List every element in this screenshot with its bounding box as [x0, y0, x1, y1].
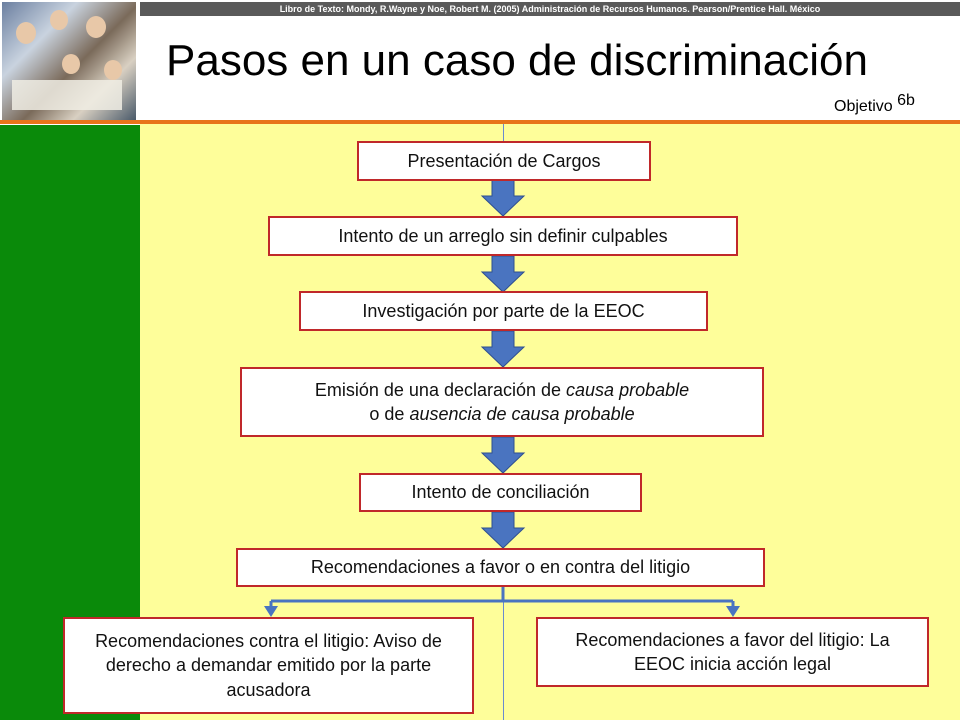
step-text: Recomendaciones a favor o en contra del litigio — [310, 557, 691, 578]
step-box-investigacion — [299, 291, 708, 331]
down-arrow-icon — [482, 180, 524, 216]
down-arrow-icon — [726, 606, 740, 617]
branch-text: Recomendaciones a favor del litigio: La EEOC inicia acción legal — [575, 629, 890, 674]
step-text: Intento de conciliación — [411, 482, 590, 503]
step-text: Presentación de Cargos — [407, 150, 601, 171]
branch-box-contra — [63, 617, 474, 714]
step-text: Investigación por parte de la EEOC — [362, 300, 645, 321]
down-arrow-icon — [264, 606, 278, 617]
objetivo-text: Objetivo — [834, 98, 893, 115]
slide-title: Pasos en un caso de discriminación — [166, 36, 868, 85]
step-box-declaracion — [240, 367, 764, 437]
down-arrow-icon — [482, 256, 524, 292]
step-box-presentacion — [357, 141, 651, 181]
branch-connector — [271, 587, 733, 610]
step-box-conciliacion — [359, 473, 642, 512]
objetivo-number: 6b — [897, 92, 915, 109]
step-box-recomendaciones — [236, 548, 765, 587]
step-text-line1: Emisión de una declaración de causa probable — [314, 379, 690, 400]
branch-box-favor — [536, 617, 929, 687]
step-text-line2: o de ausencia de causa probable — [369, 404, 635, 424]
step-text: Intento de un arreglo sin definir culpables — [338, 225, 668, 246]
down-arrow-icon — [482, 331, 524, 367]
step-box-arreglo — [268, 216, 738, 256]
down-arrow-icon — [482, 512, 524, 548]
down-arrow-icon — [482, 437, 524, 473]
branch-text: Recomendaciones contra el litigio: Aviso de derecho a demandar emitido por la parte acusadora — [95, 631, 442, 700]
source-credit: Libro de Texto: Mondy, R.Wayne y Noe, Robert M. (2005) Administración de Recursos Humanos. Pearson/Prentice Hall. México — [140, 2, 960, 16]
